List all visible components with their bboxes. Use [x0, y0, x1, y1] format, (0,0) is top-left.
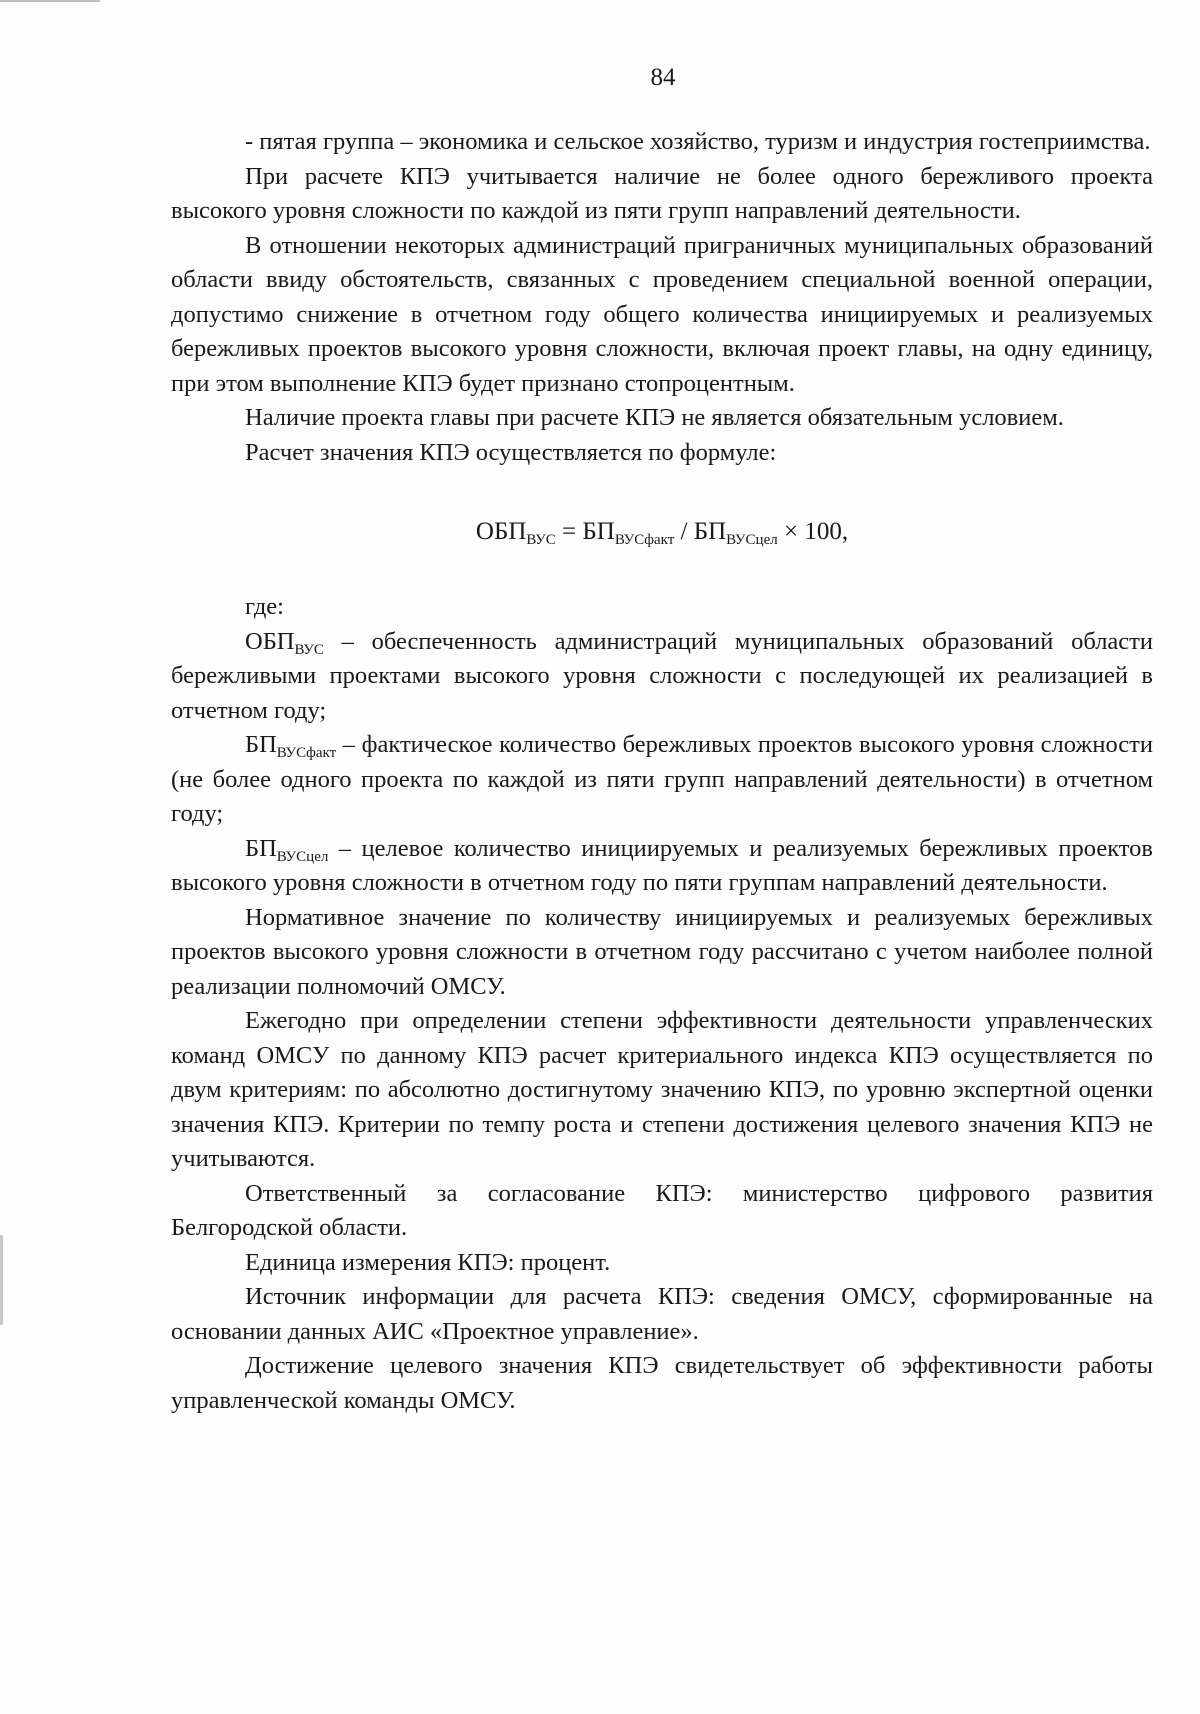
scan-edge-mark — [0, 0, 100, 2]
definition-bp-fact: $БП_{ВУСфакт}$ – фактическое количество бережливых проектов высокого уровня сложности (не более одного проекта по каждой из пяти групп направлений деятельности) в отчетном году; — [171, 731, 1153, 827]
paragraph-formula-intro: Расчет значения КПЭ осуществляется по формуле: — [245, 438, 777, 466]
paragraph-normative-value: Нормативное значение по количеству инициируемых и реализуемых бережливых проектов высокого уровня сложности в отчетном году рассчитано с учетом наиболее полной реализации полномочий ОМСУ. — [171, 903, 1153, 1000]
formula: $ОБП_{ВУС} = БП_{ВУСфакт} / БП_{ВУСцел} \times 100$, — [475, 518, 849, 548]
paragraph-source: Источник информации для расчета КПЭ: сведения ОМСУ, сформированные на основании данных АИС «Проектное управление». — [171, 1283, 1153, 1345]
paragraph-fifth-group: - пятая группа – экономика и сельское хозяйство, туризм и индустрия гостеприимства. — [245, 128, 1151, 155]
paragraph-head-project: Наличие проекта главы при расчете КПЭ не является обязательным условием. — [245, 404, 1064, 431]
formula-term-fact: $БП_{ВУСфакт}$ — [582, 518, 675, 548]
paragraph-annual-criteria: Ежегодно при определении степени эффективности деятельности управленческих команд ОМСУ по данному КПЭ расчет критериального индекса КПЭ осуществляется по двум критериям: по абсолютно достигнутому значению КПЭ, по уровню экспертной оценки значения КПЭ. Критерии по темпу роста и степени достижения целевого значения КПЭ не учитываются. — [171, 1007, 1153, 1172]
paragraph-unit: Единица измерения КПЭ: процент. — [245, 1248, 611, 1276]
definition-obp: $ОБП_{ВУС}$ – обеспеченность администраций муниципальных образований области бережливыми проектами высокого уровня сложности с последующей их реализацией в отчетном году; — [171, 627, 1153, 724]
page-number: 84 — [650, 64, 676, 91]
paragraph-kpe-calculation-note: При расчете КПЭ учитывается наличие не более одного бережливого проекта высокого уровня сложности по каждой из пяти групп направлений деятельности. — [171, 162, 1153, 224]
where-label: где: — [245, 593, 284, 620]
formula-lhs: $ОБП_{ВУС}$ — [475, 518, 556, 548]
formula-term-target: $БП_{ВУСцел}$ — [693, 518, 778, 548]
scan-edge-mark — [0, 1235, 3, 1325]
paragraph-border-administrations: В отношении некоторых администраций приграничных муниципальных образований области ввиду обстоятельств, связанных с проведением специальной военной операции, допустимо снижение в отчетном году общего количества инициируемых и реализуемых бережливых проектов высокого уровня сложности, включая проект главы, на одну единицу, при этом выполнение КПЭ будет признано стопроцентным. — [171, 231, 1153, 397]
document-body — [171, 125, 1153, 1418]
definition-bp-target: $БП_{ВУСцел}$ – целевое количество инициируемых и реализуемых бережливых проектов высокого уровня сложности в отчетном году по пяти группам направлений деятельности. — [171, 834, 1153, 896]
paragraph-responsible: Ответственный за согласование КПЭ: министерство цифрового развития Белгородской области. — [171, 1179, 1153, 1241]
paragraph-target-achievement: Достижение целевого значения КПЭ свидетельствует об эффективности работы управленческой команды ОМСУ. — [171, 1352, 1153, 1414]
